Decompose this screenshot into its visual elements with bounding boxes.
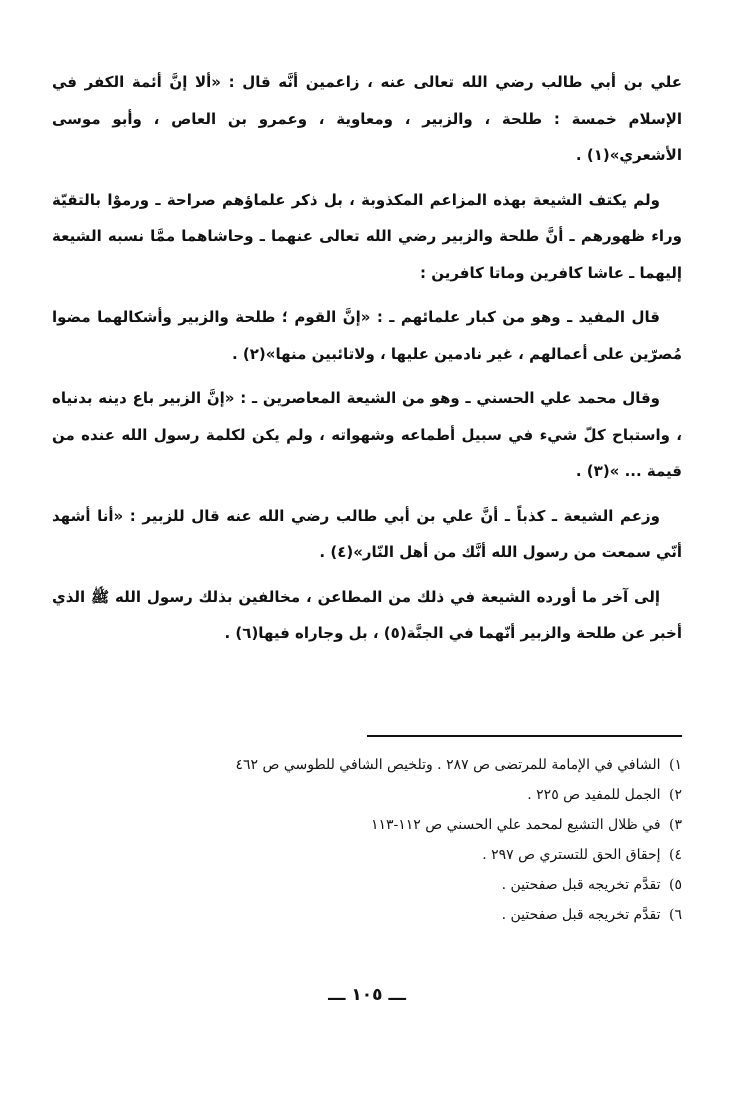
paragraph-2: ولم يكتف الشيعة بهذه المزاعم المكذوبة ، بل ذكر علماؤهم صراحة ـ ورموْا بالتقيّة وراء ظهورهم ـ أنَّ طلحة والزبير رضي الله تعالى عنهما ـ وحاشاهما ممَّا نسبه الشيعة إليهما ـ عاشا كافرين وماتا كافرين : [52, 190, 682, 282]
footnote-5 [52, 870, 682, 900]
page-number: ـــ ١٠٥ ـــ [328, 985, 406, 1005]
footnote-number: ٣) [669, 817, 682, 833]
paragraph-6: إلى آخر ما أورده الشيعة في ذلك من المطاعن ، مخالفين بذلك رسول الله ﷺ الذي أخبر عن طلحة والزبير أنّهما في الجنَّة(٥) ، بل وجاراه فيها(٦) . [52, 587, 682, 642]
paragraph-3: قال المفيد ـ وهو من كبار علمائهم ـ : «إنَّ القوم ؛ طلحة والزبير وأشكالهما مضوا مُصرّين على أعمالهم ، غير نادمين عليها ، ولاتائبين منها»(٢) . [52, 308, 682, 363]
footnote-1 [52, 750, 682, 780]
paragraph-1: علي بن أبي طالب رضي الله تعالى عنه ، زاعمين أنَّه قال : «ألا إنَّ أئمة الكفر في الإسلام خمسة : طلحة ، والزبير ، ومعاوية ، وعمرو بن العاص ، وأبو موسى الأشعري»(١) . [52, 73, 682, 164]
footnotes-list [52, 750, 682, 930]
footnote-text: الشافي في الإمامة للمرتضى ص ٢٨٧ . وتلخيص الشافي للطوسي ص ٤٦٢ [235, 757, 661, 773]
footnote-text: تقدَّم تخريجه قبل صفحتين . [501, 907, 661, 923]
footnote-text: إحقاق الحق للتستري ص ٢٩٧ . [482, 847, 661, 863]
footnote-4 [52, 840, 682, 870]
footnote-2 [52, 780, 682, 810]
footnote-6 [52, 900, 682, 930]
paragraph-5: وزعم الشيعة ـ كذباً ـ أنَّ علي بن أبي طالب رضي الله عنه قال للزبير : «أنا أشهد أنّي سمعت من رسول الله أنَّك من أهل النّار»(٤) . [52, 506, 682, 561]
footnote-3 [52, 810, 682, 840]
main-text [52, 64, 682, 660]
footnote-number: ٤) [669, 847, 682, 863]
footnote-separator [367, 735, 682, 737]
footnote-number: ٦) [669, 907, 682, 923]
footnote-number: ٢) [669, 787, 682, 803]
footnote-text: تقدَّم تخريجه قبل صفحتين . [501, 877, 661, 893]
footnote-text: الجمل للمفيد ص ٢٢٥ . [527, 787, 661, 803]
footnote-number: ٥) [669, 877, 682, 893]
paragraph-4: وقال محمد علي الحسني ـ وهو من الشيعة المعاصرين ـ : «إنَّ الزبير باع دينه بدنياه ، واستباح كلّ شيء في سبيل أطماعه وشهواته ، ولم يكن لكلمة رسول الله عنده من قيمة ... »(٣) . [52, 389, 682, 480]
footnote-text: في ظلال التشيع لمحمد علي الحسني ص ١١٢-١١٣ [370, 817, 661, 833]
footnote-number: ١) [669, 757, 682, 773]
